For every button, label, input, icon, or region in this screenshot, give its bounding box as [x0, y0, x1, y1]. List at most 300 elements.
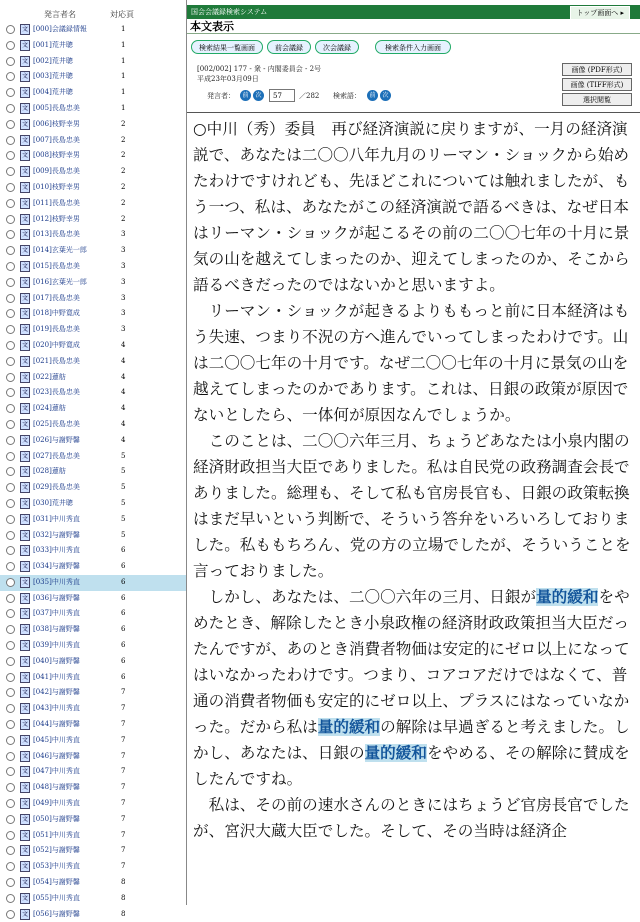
speaker-list-row[interactable]	[0, 417, 186, 433]
select-radio[interactable]	[6, 120, 15, 129]
page-number: 2	[121, 214, 126, 223]
speaker-list-row[interactable]	[0, 291, 186, 307]
document-icon: 文	[21, 642, 28, 650]
speech-id: [030]	[33, 498, 52, 507]
speaker-list-row[interactable]	[0, 22, 186, 38]
speaker-link[interactable]	[33, 464, 66, 480]
page-number: 4	[121, 356, 126, 365]
select-radio[interactable]	[6, 910, 15, 919]
speaker-list-row[interactable]	[0, 622, 186, 638]
page-number: 6	[121, 562, 126, 571]
speaker-list-row[interactable]	[0, 85, 186, 101]
select-radio[interactable]	[6, 515, 15, 524]
speaker-name: 長島忠美	[51, 230, 80, 239]
select-radio[interactable]	[6, 452, 15, 461]
speaker-list-row[interactable]	[0, 164, 186, 180]
speaker-list-row[interactable]	[0, 338, 186, 354]
select-radio[interactable]	[6, 151, 15, 160]
speaker-link[interactable]	[33, 843, 80, 859]
select-radio[interactable]	[6, 230, 15, 239]
select-radio[interactable]	[6, 167, 15, 176]
speech-id: [009]	[33, 167, 52, 176]
speaker-name: 中川秀直	[51, 799, 80, 808]
speaker-list-row[interactable]	[0, 117, 186, 133]
keyword-prev-button[interactable]: 前	[367, 90, 378, 101]
speaker-name: 荒井聰	[51, 40, 73, 49]
system-name: 国会会議録検索システム	[191, 8, 268, 16]
speech-id: [018]	[33, 309, 52, 318]
pdf-image-button[interactable]: 画像 (PDF形式)	[562, 63, 632, 76]
page-number: 7	[121, 830, 126, 839]
speaker-link[interactable]	[33, 559, 80, 575]
speaker-link[interactable]	[33, 243, 87, 259]
select-radio[interactable]	[6, 546, 15, 555]
speaker-name: 中川秀直	[51, 704, 80, 713]
speaker-link[interactable]	[33, 133, 80, 149]
speech-id: [026]	[33, 435, 52, 444]
document-icon: 文	[21, 736, 28, 744]
speaker-link[interactable]	[33, 891, 80, 907]
speaker-link[interactable]	[33, 164, 80, 180]
speaker-link[interactable]	[33, 22, 87, 38]
speaker-list-row[interactable]	[0, 370, 186, 386]
search-condition-button[interactable]: 検索条件入力画面	[375, 40, 451, 54]
speaker-link[interactable]	[33, 370, 66, 386]
speech-text	[193, 116, 635, 844]
document-icon: 文	[21, 278, 28, 286]
select-radio[interactable]	[6, 531, 15, 540]
speaker-list-row[interactable]	[0, 575, 186, 591]
speaker-list-row[interactable]	[0, 512, 186, 528]
speech-id: [043]	[33, 704, 52, 713]
speaker-link[interactable]	[33, 907, 80, 922]
select-radio[interactable]	[6, 199, 15, 208]
speaker-link[interactable]	[33, 480, 80, 496]
speech-id: [055]	[33, 893, 52, 902]
speaker-list-row[interactable]	[0, 685, 186, 701]
keyword-highlight: 量的緩和	[536, 588, 599, 606]
speaker-name: 与謝野馨	[51, 751, 80, 760]
document-icon: 文	[21, 626, 28, 634]
record-info: [002/002] 177 - 衆 - 内閣委員会 - 2号	[197, 65, 322, 73]
document-icon: 文	[21, 721, 28, 729]
document-icon: 文	[21, 41, 28, 49]
next-meeting-button[interactable]: 次会議録	[315, 40, 359, 54]
select-radio[interactable]	[6, 467, 15, 476]
select-radio[interactable]	[6, 246, 15, 255]
speech-id: [048]	[33, 783, 52, 792]
speech-id: [037]	[33, 609, 52, 618]
speaker-list-row[interactable]	[0, 433, 186, 449]
page-number: 6	[121, 672, 126, 681]
speaker-link[interactable]	[33, 38, 73, 54]
speaker-list-row[interactable]	[0, 322, 186, 338]
page-number: 5	[121, 514, 126, 523]
speaker-link[interactable]	[33, 796, 80, 812]
page-number: 6	[121, 656, 126, 665]
speaker-list-row[interactable]	[0, 796, 186, 812]
select-radio[interactable]	[6, 483, 15, 492]
speaker-name: 与謝野馨	[51, 562, 80, 571]
select-radio[interactable]	[6, 278, 15, 287]
speaker-list-row[interactable]	[0, 401, 186, 417]
page-number: 2	[121, 119, 126, 128]
select-radio[interactable]	[6, 657, 15, 666]
speaker-name: 中川秀直	[51, 514, 80, 523]
select-radio[interactable]	[6, 578, 15, 587]
page-number: 7	[121, 846, 126, 855]
speaker-name: 長島忠美	[51, 451, 80, 460]
speaker-list-row[interactable]	[0, 259, 186, 275]
speaker-link[interactable]	[33, 575, 80, 591]
speaker-link[interactable]	[33, 148, 80, 164]
select-radio[interactable]	[6, 262, 15, 271]
speaker-list-row[interactable]	[0, 54, 186, 70]
select-radio[interactable]	[6, 357, 15, 366]
speaker-link[interactable]	[33, 306, 80, 322]
speaker-link[interactable]	[33, 859, 80, 875]
speech-id: [038]	[33, 625, 52, 634]
speaker-link[interactable]	[33, 417, 80, 433]
select-radio[interactable]	[6, 388, 15, 397]
speech-id: [039]	[33, 641, 52, 650]
select-radio[interactable]	[6, 183, 15, 192]
select-radio[interactable]	[6, 799, 15, 808]
page-number: 5	[121, 451, 126, 460]
page-number: 1	[121, 56, 126, 65]
speaker-prev-button[interactable]: 前	[240, 90, 251, 101]
select-radio[interactable]	[6, 688, 15, 697]
select-radio[interactable]	[6, 609, 15, 618]
speaker-list-row[interactable]	[0, 749, 186, 765]
speaker-list-row[interactable]	[0, 354, 186, 370]
document-icon: 文	[21, 689, 28, 697]
select-radio[interactable]	[6, 25, 15, 34]
speaker-list-row[interactable]	[0, 385, 186, 401]
document-icon: 文	[21, 831, 28, 839]
speaker-list-row[interactable]	[0, 180, 186, 196]
speaker-next-button[interactable]: 次	[253, 90, 264, 101]
speaker-link[interactable]	[33, 701, 80, 717]
speaker-link[interactable]	[33, 622, 80, 638]
speech-id: [033]	[33, 546, 52, 555]
select-radio[interactable]	[6, 436, 15, 445]
page-number: 4	[121, 435, 126, 444]
speaker-list-row[interactable]	[0, 133, 186, 149]
speech-fragment: をやめたとき、解除したとき小泉政権の経済財政政策担当大臣だったんですが、あのとき消費者物価は安定的にゼロ以上になってはいなかったわけです。つまり、コアコアだけではなくて、普通の消費者物価も安定的にゼロ以上、プラスにはなっていなかった。だから私は	[193, 588, 630, 736]
select-radio[interactable]	[6, 767, 15, 776]
select-radio[interactable]	[6, 499, 15, 508]
speaker-link[interactable]	[33, 291, 80, 307]
document-icon: 文	[21, 847, 28, 855]
speaker-list-row[interactable]	[0, 275, 186, 291]
speaker-link[interactable]	[33, 180, 80, 196]
select-radio[interactable]	[6, 420, 15, 429]
speech-id: [019]	[33, 325, 52, 334]
speaker-name: 枝野幸男	[51, 151, 80, 160]
tiff-image-button[interactable]: 画像 (TIFF形式)	[562, 78, 632, 91]
speaker-link[interactable]	[33, 385, 80, 401]
page-number: 2	[121, 198, 126, 207]
speaker-link[interactable]	[33, 101, 80, 117]
select-radio[interactable]	[6, 341, 15, 350]
select-radio[interactable]	[6, 294, 15, 303]
speaker-link[interactable]	[33, 591, 80, 607]
speaker-list-row[interactable]	[0, 780, 186, 796]
select-radio[interactable]	[6, 815, 15, 824]
speaker-name: 中川秀直	[51, 767, 80, 776]
back-to-results-button[interactable]: 検索結果一覧画面	[191, 40, 263, 54]
speaker-link[interactable]	[33, 401, 66, 417]
select-radio[interactable]	[6, 846, 15, 855]
select-radio[interactable]	[6, 862, 15, 871]
speaker-link[interactable]	[33, 322, 80, 338]
top-page-button[interactable]: トップ画面へ ▸	[570, 6, 630, 20]
speaker-link[interactable]	[33, 717, 80, 733]
page-number: 4	[121, 404, 126, 413]
speaker-link[interactable]	[33, 227, 80, 243]
page-number-input[interactable]: 57	[269, 89, 295, 102]
speaker-name: 荒井聰	[51, 72, 73, 81]
select-radio[interactable]	[6, 878, 15, 887]
speaker-name: 与謝野馨	[51, 625, 80, 634]
speaker-link[interactable]	[33, 338, 80, 354]
speaker-list-row[interactable]	[0, 875, 186, 891]
document-icon: 文	[21, 152, 28, 160]
speaker-link[interactable]	[33, 512, 80, 528]
speaker-list-row[interactable]	[0, 449, 186, 465]
page-number: 8	[121, 893, 126, 902]
select-radio[interactable]	[6, 562, 15, 571]
document-icon: 文	[21, 215, 28, 223]
select-radio[interactable]	[6, 894, 15, 903]
speaker-list-row[interactable]	[0, 701, 186, 717]
speaker-link[interactable]	[33, 685, 80, 701]
speaker-name: 中川秀直	[51, 609, 80, 618]
document-icon: 文	[21, 231, 28, 239]
speaker-list-row[interactable]	[0, 496, 186, 512]
select-radio[interactable]	[6, 57, 15, 66]
speech-id: [025]	[33, 419, 52, 428]
speaker-list-pane	[0, 0, 187, 918]
select-radio[interactable]	[6, 673, 15, 682]
select-radio[interactable]	[6, 404, 15, 413]
speaker-list-row[interactable]	[0, 843, 186, 859]
select-radio[interactable]	[6, 704, 15, 713]
select-radio[interactable]	[6, 752, 15, 761]
page-number: 3	[121, 325, 126, 334]
select-radio[interactable]	[6, 594, 15, 603]
speaker-list-row[interactable]	[0, 812, 186, 828]
speaker-list-row[interactable]	[0, 148, 186, 164]
document-icon: 文	[21, 879, 28, 887]
speaker-list-row[interactable]	[0, 69, 186, 85]
document-icon: 文	[21, 815, 28, 823]
page-number: 7	[121, 799, 126, 808]
speech-id: [014]	[33, 246, 52, 255]
speaker-list-row[interactable]	[0, 101, 186, 117]
speaker-list-row[interactable]	[0, 591, 186, 607]
speaker-list-row[interactable]	[0, 227, 186, 243]
speaker-list-row[interactable]	[0, 891, 186, 907]
speaker-link[interactable]	[33, 433, 80, 449]
page-number: 6	[121, 609, 126, 618]
speech-id: [027]	[33, 451, 52, 460]
speaker-link[interactable]	[33, 54, 73, 70]
speaker-link[interactable]	[33, 780, 80, 796]
speaker-list-row[interactable]	[0, 243, 186, 259]
keyword-highlight: 量的緩和	[317, 718, 381, 736]
select-radio[interactable]	[6, 325, 15, 334]
speaker-link[interactable]	[33, 528, 80, 544]
speaker-name: 与謝野馨	[51, 814, 80, 823]
speaker-link[interactable]	[33, 654, 80, 670]
page-column-header: 対応頁	[110, 10, 134, 19]
page-total: ／282	[299, 92, 320, 100]
speaker-link[interactable]	[33, 812, 80, 828]
speech-id: [010]	[33, 182, 52, 191]
document-icon: 文	[21, 578, 28, 586]
select-radio[interactable]	[6, 41, 15, 50]
document-icon: 文	[21, 405, 28, 413]
document-icon: 文	[21, 310, 28, 318]
page-number: 7	[121, 704, 126, 713]
speaker-list-row[interactable]	[0, 606, 186, 622]
speaker-link[interactable]	[33, 117, 80, 133]
select-radio[interactable]	[6, 641, 15, 650]
speaker-list-row[interactable]	[0, 543, 186, 559]
speaker-name: 与謝野馨	[51, 846, 80, 855]
select-radio[interactable]	[6, 215, 15, 224]
select-radio[interactable]	[6, 72, 15, 81]
speaker-name: 長島忠美	[51, 419, 80, 428]
speech-id: [050]	[33, 814, 52, 823]
speaker-link[interactable]	[33, 543, 80, 559]
speaker-link[interactable]	[33, 670, 80, 686]
speaker-link[interactable]	[33, 354, 80, 370]
speaker-name: 中川秀直	[51, 735, 80, 744]
speech-paragraph	[193, 584, 635, 792]
speaker-list-row[interactable]	[0, 480, 186, 496]
speech-id: [003]	[33, 72, 52, 81]
select-radio[interactable]	[6, 720, 15, 729]
speech-id: [049]	[33, 799, 52, 808]
speech-id: [051]	[33, 830, 52, 839]
speaker-link[interactable]	[33, 606, 80, 622]
speech-id: [044]	[33, 720, 52, 729]
speaker-link[interactable]	[33, 259, 80, 275]
speech-id: [035]	[33, 577, 52, 586]
speaker-list-row[interactable]	[0, 733, 186, 749]
speaker-link[interactable]	[33, 85, 73, 101]
document-icon: 文	[21, 784, 28, 792]
speaker-link[interactable]	[33, 496, 73, 512]
document-icon: 文	[21, 73, 28, 81]
select-radio[interactable]	[6, 104, 15, 113]
speaker-link[interactable]	[33, 275, 87, 291]
speaker-link[interactable]	[33, 196, 80, 212]
page-number: 7	[121, 688, 126, 697]
speaker-list-row[interactable]	[0, 907, 186, 922]
speaker-link[interactable]	[33, 212, 80, 228]
page-number: 3	[121, 309, 126, 318]
select-view-button[interactable]: 選択閲覧	[562, 93, 632, 106]
speaker-link[interactable]	[33, 733, 80, 749]
speaker-list-row[interactable]	[0, 212, 186, 228]
select-radio[interactable]	[6, 783, 15, 792]
speaker-link[interactable]	[33, 749, 80, 765]
speaker-list-row[interactable]	[0, 464, 186, 480]
speaker-name: 中川秀直	[51, 577, 80, 586]
speaker-list-row[interactable]	[0, 306, 186, 322]
document-icon: 文	[21, 341, 28, 349]
document-icon: 文	[21, 531, 28, 539]
speaker-name: 与謝野馨	[51, 909, 80, 918]
page-number: 5	[121, 530, 126, 539]
speaker-list-row[interactable]	[0, 38, 186, 54]
page-number: 6	[121, 593, 126, 602]
speaker-name: 長島忠美	[51, 135, 80, 144]
page-number: 6	[121, 546, 126, 555]
select-radio[interactable]	[6, 88, 15, 97]
document-icon: 文	[21, 183, 28, 191]
content-divider	[187, 112, 640, 113]
speaker-list-row[interactable]	[0, 196, 186, 212]
speaker-link[interactable]	[33, 764, 80, 780]
speaker-list-row[interactable]	[0, 638, 186, 654]
keyword-next-button[interactable]: 次	[380, 90, 391, 101]
speaker-name: 中野寛成	[51, 340, 80, 349]
select-radio[interactable]	[6, 373, 15, 382]
speaker-list-row[interactable]	[0, 670, 186, 686]
select-radio[interactable]	[6, 309, 15, 318]
document-icon: 文	[21, 247, 28, 255]
speech-id: [022]	[33, 372, 52, 381]
speaker-list	[0, 22, 186, 922]
select-radio[interactable]	[6, 136, 15, 145]
page-number: 2	[121, 151, 126, 160]
document-icon: 文	[21, 373, 28, 381]
speaker-list-row[interactable]	[0, 528, 186, 544]
speaker-list-row[interactable]	[0, 828, 186, 844]
document-icon: 文	[21, 705, 28, 713]
page-number: 8	[121, 909, 126, 918]
speaker-list-row[interactable]	[0, 559, 186, 575]
speaker-label: 発言者：	[207, 92, 235, 100]
speaker-list-row[interactable]	[0, 717, 186, 733]
speaker-link[interactable]	[33, 875, 80, 891]
speaker-link[interactable]	[33, 69, 73, 85]
document-icon: 文	[21, 484, 28, 492]
prev-meeting-button[interactable]: 前会議録	[267, 40, 311, 54]
speaker-name: 玄葉光一郎	[51, 277, 87, 286]
select-radio[interactable]	[6, 736, 15, 745]
speaker-list-row[interactable]	[0, 859, 186, 875]
speaker-list-row[interactable]	[0, 654, 186, 670]
speaker-link[interactable]	[33, 638, 80, 654]
select-radio[interactable]	[6, 625, 15, 634]
speaker-link[interactable]	[33, 828, 80, 844]
page-number: 5	[121, 467, 126, 476]
speaker-list-row[interactable]	[0, 764, 186, 780]
document-icon: 文	[21, 610, 28, 618]
speech-id: [052]	[33, 846, 52, 855]
speaker-link[interactable]	[33, 449, 80, 465]
select-radio[interactable]	[6, 831, 15, 840]
document-icon: 文	[21, 499, 28, 507]
speech-id: [008]	[33, 151, 52, 160]
document-icon: 文	[21, 262, 28, 270]
